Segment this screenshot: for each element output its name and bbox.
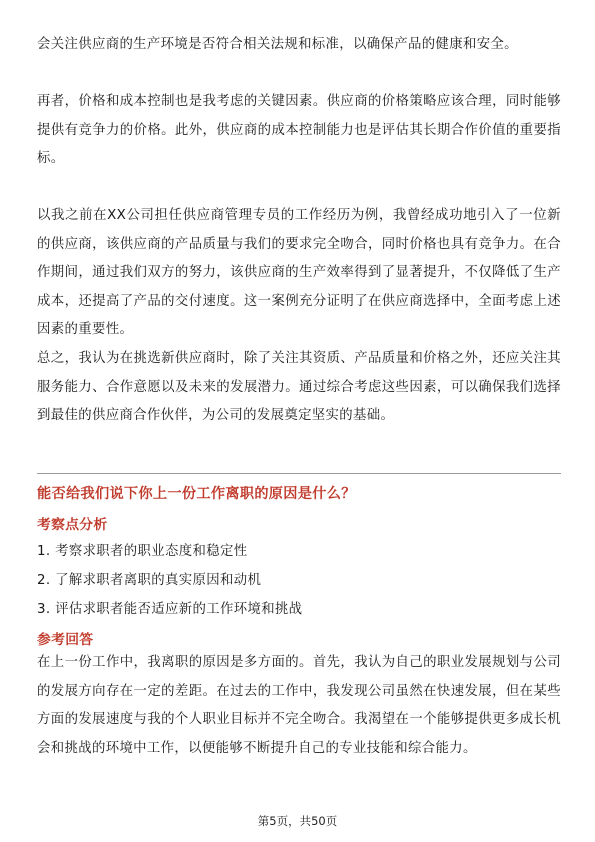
paragraph-price: 再者，价格和成本控制也是我考虑的关键因素。供应商的价格策略应该合理，同时能够提供有竞争力的价格。此外，供应商的成本控制能力也是评估其长期合作价值的重要指标。 — [37, 94, 561, 167]
analysis-item: 2. 了解求职者离职的真实原因和动机 — [37, 573, 262, 588]
page-number: 第5页，共50页 — [257, 814, 338, 828]
paragraph-case: 以我之前在XX公司担任供应商管理专员的工作经历为例，我曾经成功地引入了一位新的供应商，该供应商的产品质量与我们的要求完全吻合，同时价格也具有竞争力。在合作期间，通过我们双方的努力，该供应商的生产效率得到了显著提升，不仅降低了生产成本，还提高了产品的交付速度。这一案例充分证明了在供应商选择中，全面考虑上述因素的重要性。 — [37, 208, 561, 338]
answer-text: 在上一份工作中，我离职的原因是多方面的。首先，我认为自己的职业发展规划与公司的发展方向存在一定的差距。在过去的工作中，我发现公司虽然在快速发展，但在某些方面的发展速度与我的个人职业目标并不完全吻合。我渴望在一个能够提供更多成长机会和挑战的环境中工作，以便能够不断提升自己的专业技能和综合能力。 — [37, 655, 561, 756]
paragraph-summary: 总之，我认为在挑选新供应商时，除了关注其资质、产品质量和价格之外，还应关注其服务能力、合作意愿以及未来的发展潜力。通过综合考虑这些因素，可以确保我们选择到最佳的供应商合作伙伴，为公司的发展奠定坚实的基础。 — [37, 351, 561, 424]
interview-question: 能否给我们说下你上一份工作离职的原因是什么？ — [37, 486, 356, 502]
answer-title: 参考回答 — [37, 632, 94, 648]
analysis-title: 考察点分析 — [37, 517, 108, 533]
paragraph-safety: 会关注供应商的生产环境是否符合相关法规和标准，以确保产品的健康和安全。 — [37, 37, 518, 52]
analysis-item: 1. 考察求职者的职业态度和稳定性 — [37, 544, 248, 559]
analysis-item: 3. 评估求职者能否适应新的工作环境和挑战 — [37, 602, 303, 617]
section-divider — [37, 473, 561, 474]
